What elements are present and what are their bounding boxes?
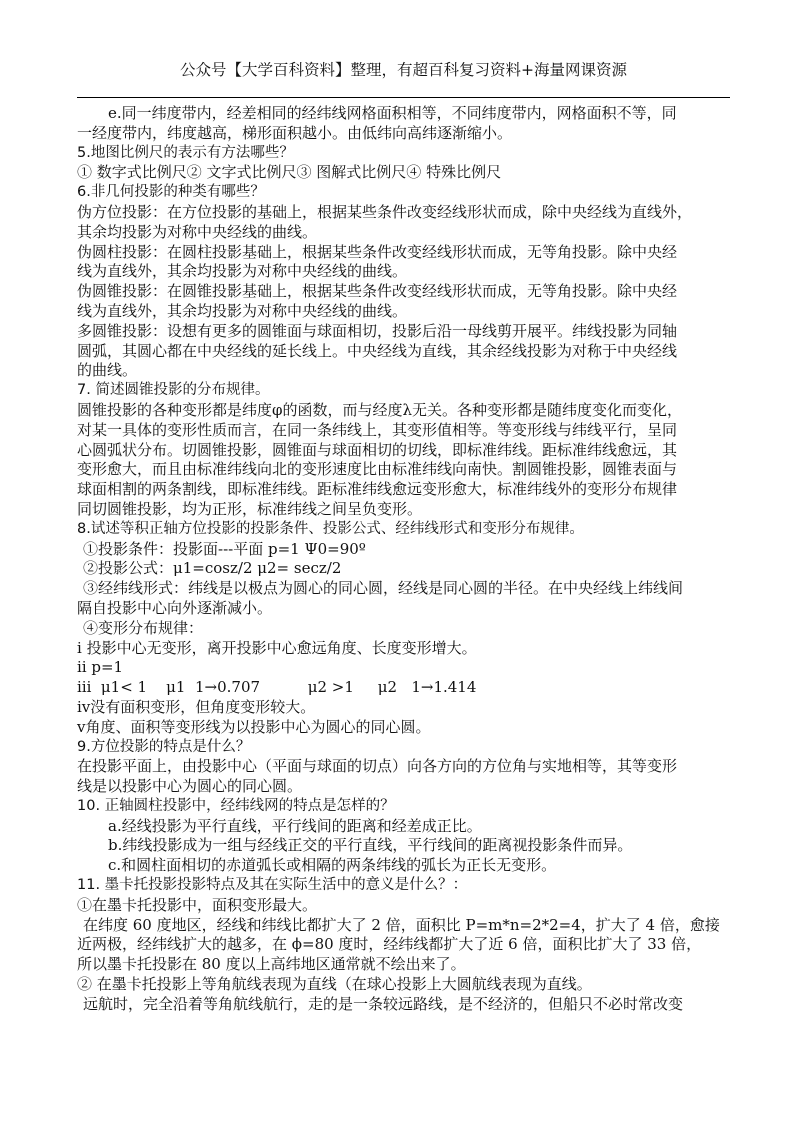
paragraph-line: 近两极，经纬线扩大的越多，在 ϕ=80 度时，经纬线都扩大了近 6 倍，面积比扩大了 33 倍， [77,935,702,954]
question-heading: 11. 墨卡托投影投影特点及其在实际生活中的意义是什么？： [77,877,468,894]
paragraph-line: 隔自投影中心向外逐渐减小。 [77,598,273,617]
paragraph-line: 伪方位投影：在方位投影的基础上，根据某些条件改变经线形状而成，除中央经线为直线外， [77,202,693,221]
paragraph-line: 所以墨卡托投影在 80 度以上高纬地区通常就不绘出来了。 [77,955,466,974]
paragraph-line: 远航时，完全沿着等角航线航行，走的是一条较远路线，是不经济的，但船只不必时常改变 [83,994,684,1013]
paragraph-line: ⅱ p=1 [77,658,124,677]
paragraph-line: 线为直线外，其余均投影为对称中央经线的曲线。 [77,301,408,320]
question-heading: 7. 简述圆锥投影的分布规律。 [77,382,270,399]
header-rule [77,97,730,98]
paragraph-line: ⅳ没有面积变形，但角度变形较大。 [77,697,316,716]
paragraph-line: 圆锥投影的各种变形都是纬度φ的函数，而与经度λ无关。各种变形都是随纬度变化而变化， [77,400,683,419]
paragraph-line: ②投影公式：μ1=cosz/2 μ2= secz/2 [83,559,342,578]
paragraph-line: e.同一纬度带内，经差相同的经纬线网格面积相等，不同纬度带内，网格面积不等，同 [108,104,677,122]
paragraph-line: 心圆弧状分布。切圆锥投影，圆锥面与球面相切的切线，即标准纬线。距标准纬线愈远，其 [77,440,678,459]
paragraph-line: ⅴ角度、面积等变形线为以投影中心为圆心的同心圆。 [77,717,431,736]
paragraph-line: 多圆锥投影：设想有更多的圆锥面与球面相切，投影后沿一母线剪开展平。纬线投影为同轴 [77,321,678,340]
paragraph-line: 伪圆柱投影：在圆柱投影基础上，根据某些条件改变经线形状而成，无等角投影。除中央经 [77,242,678,261]
page-header: 公众号【大学百科资料】整理，有超百科复习资料+海量网课资源 [180,61,627,79]
paragraph-line: 的曲线。 [77,361,138,380]
question-heading: 8.试述等积正轴方位投影的投影条件、投影公式、经纬线形式和变形分布规律。 [77,520,584,537]
question-heading: 5.地图比例尺的表示有方法哪些？ [77,144,294,161]
paragraph-line: 线是以投影中心为圆心的同心圆。 [77,777,303,796]
paragraph-line: 一经度带内，纬度越高，梯形面积越小。由低纬向高纬逐渐缩小。 [77,123,513,142]
question-heading: 6.非几何投影的种类有哪些？ [77,184,265,201]
paragraph-line: ⅰ 投影中心无变形，离开投影中心愈远角度、长度变形增大。 [77,638,477,657]
paragraph-line: 对某一具体的变形性质而言，在同一条纬线上，其变形值相等。等变形线与纬线平行，呈同 [77,420,678,439]
document-body [77,104,737,1015]
paragraph-line: ①在墨卡托投影中，面积变形最大。 [77,895,318,914]
paragraph-line: a.经线投影为平行直线，平行线间的距离和经差成正比。 [108,816,482,835]
paragraph-line: 变形愈大，而且由标准纬线向北的变形速度比由标准纬线向南快。割圆锥投影，圆锥表面与 [77,460,678,479]
paragraph-line: ③经纬线形式：纬线是以极点为圆心的同心圆，经线是同心圆的半径。在中央经线上纬线间 [83,579,684,598]
paragraph-line: 同切圆锥投影，均为正形，标准纬线之间呈负变形。 [77,499,423,518]
paragraph-line: 伪圆锥投影：在圆锥投影基础上，根据某些条件改变经线形状而成，无等角投影。除中央经 [77,282,678,301]
paragraph-line: c.和圆柱面相切的赤道弧长或相隔的两条纬线的弧长为正长无变形。 [108,856,557,875]
paragraph-line: 球面相割的两条割线，即标准纬线。距标准纬线愈远变形愈大，标准纬线外的变形分布规律 [77,480,678,499]
paragraph-line: ② 在墨卡托投影上等角航线表现为直线（在球心投影上大圆航线表现为直线。 [77,975,592,994]
paragraph-line: b.纬线投影成为一组与经线正交的平行直线，平行线间的距离视投影条件而异。 [108,836,633,855]
paragraph-line: ④变形分布规律： [83,618,204,637]
paragraph-line: ⅲ μ1< 1 μ1 1→0.707 μ2 >1 μ2 1→1.414 [77,678,477,697]
paragraph-line: ① 数字式比例尺② 文字式比例尺③ 图解式比例尺④ 特殊比例尺 [77,163,502,182]
question-heading: 9.方位投影的特点是什么？ [77,738,251,755]
paragraph-line: 其余均投影为对称中央经线的曲线。 [77,222,318,241]
paragraph-line: 在纬度 60 度地区，经线和纬线比都扩大了 2 倍，面积比 P=m*n=2*2=4，扩大了 4 倍，愈接 [83,915,720,934]
paragraph-line: 在投影平面上，由投影中心（平面与球面的切点）向各方向的方位角与实地相等，其等变形 [77,757,678,776]
question-heading: 10. 正轴圆柱投影中，经纬线网的特点是怎样的？ [77,797,395,814]
paragraph-line: 圆弧，其圆心都在中央经线的延长线上。中央经线为直线，其余经线投影为对称于中央经线 [77,341,678,360]
paragraph-line: 线为直线外，其余均投影为对称中央经线的曲线。 [77,262,408,281]
paragraph-line: ①投影条件：投影面---平面 p=1 Ψ0=90º [83,539,366,558]
